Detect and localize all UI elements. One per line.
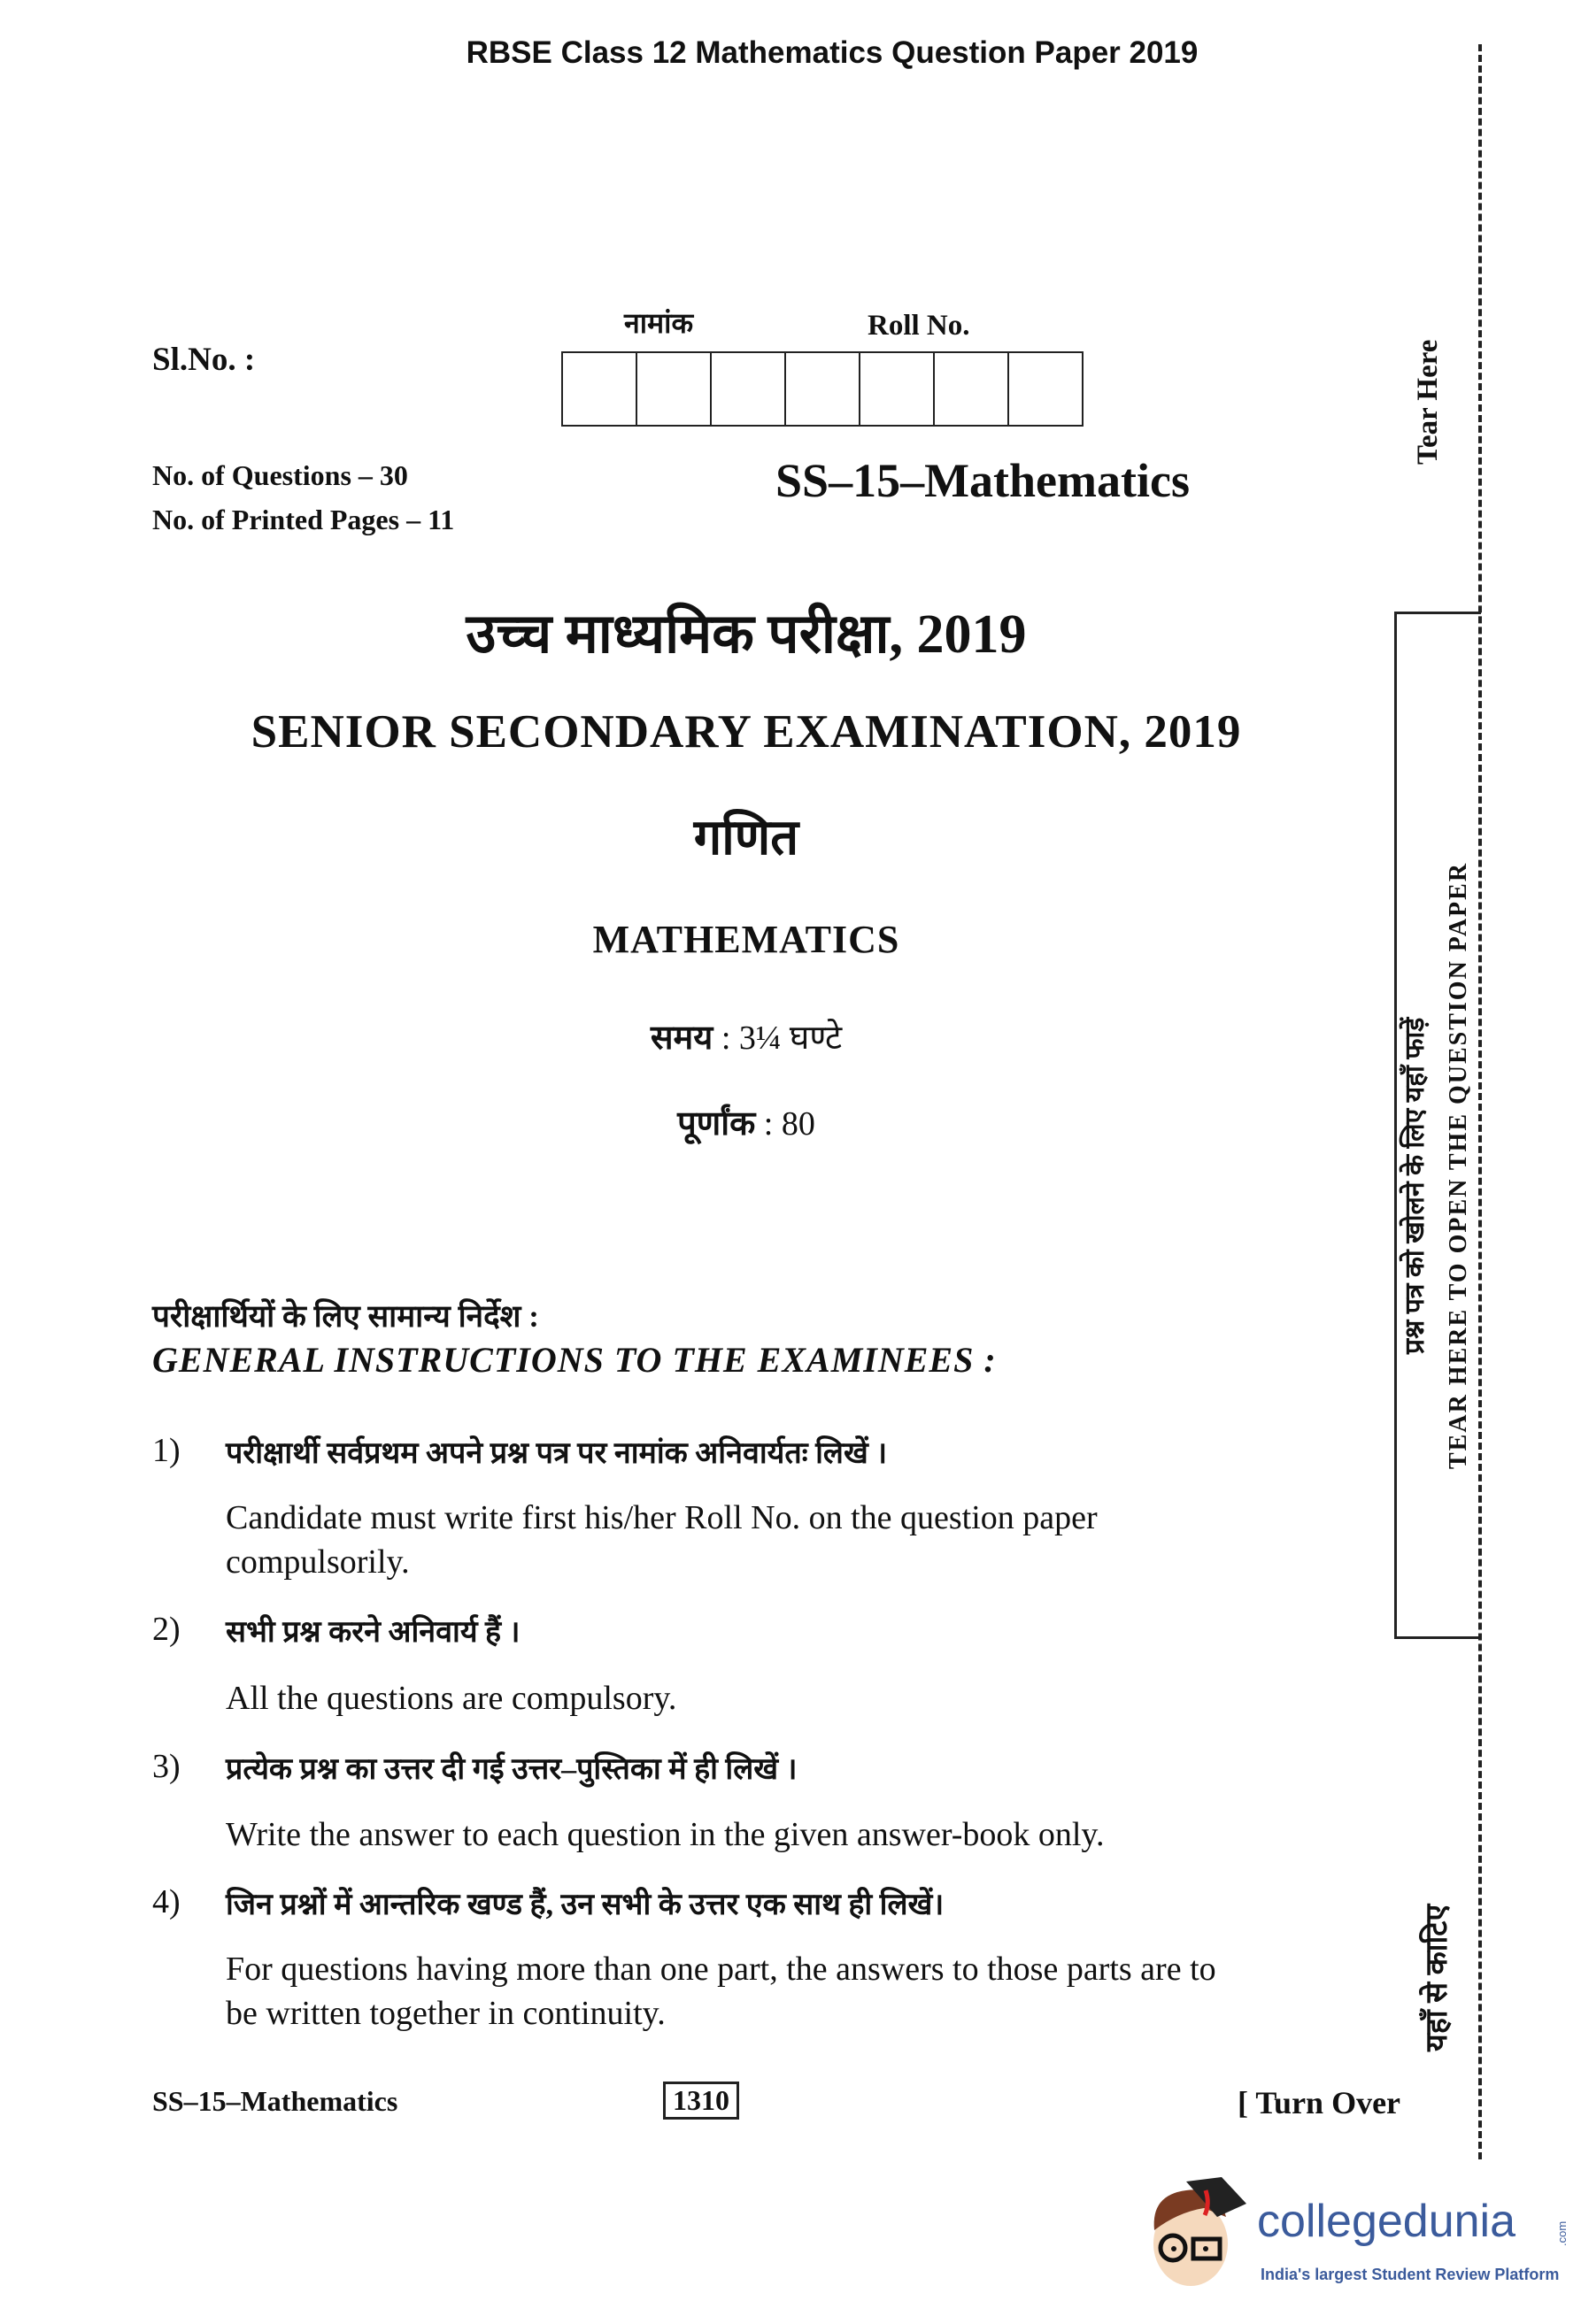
instruction-english: Write the answer to each question in the given answer-book only. [226, 1816, 1105, 1853]
roll-label-hindi: नामांक [624, 307, 694, 339]
turn-over-label: [ Turn Over [1238, 2085, 1401, 2120]
instruction-english: Candidate must write first his/her Roll No. on the question paper [226, 1499, 1098, 1536]
collegedunia-logo [1142, 2168, 1576, 2292]
mascot-icon [1142, 2168, 1257, 2292]
roll-digit-box [786, 353, 860, 425]
instruction-english: be written together in continuity. [226, 1995, 666, 2032]
tear-here-label: Tear Here [1412, 339, 1444, 465]
roll-digit-box [563, 353, 637, 425]
roll-number-boxes [561, 351, 1084, 427]
max-marks [677, 1099, 815, 1145]
instruction-english: compulsorily. [226, 1543, 410, 1581]
instruction-hindi: प्रत्येक प्रश्न का उत्तर दी गई उत्तर–पुस्तिका में ही लिखें । [226, 1753, 798, 1786]
paper-code: SS–15–Mathematics [775, 454, 1190, 507]
serial-number-label: Sl.No. : [152, 342, 256, 378]
cut-here-hindi: यहाँ से काटिए [1421, 1904, 1454, 2051]
tear-instruction-hindi: प्रश्न पत्र को खोलने के लिए यहाँ फाड़ें [1400, 1017, 1430, 1354]
instruction-number: 4) [152, 1883, 181, 1920]
exam-title-hindi: उच्च माध्यमिक परीक्षा, 2019 [466, 604, 1027, 665]
instructions-heading-hindi: परीक्षार्थियों के लिए सामान्य निर्देश : [152, 1299, 539, 1334]
instruction-number: 1) [152, 1432, 181, 1469]
marks-label: पूर्णांक [677, 1105, 756, 1143]
roll-digit-box [712, 353, 786, 425]
subject-hindi: गणित [693, 811, 799, 866]
time-label: समय [650, 1020, 713, 1057]
tear-instruction-english: TEAR HERE TO OPEN THE QUESTION PAPER [1445, 861, 1472, 1469]
logo-wordmark: collegedunia [1257, 2196, 1516, 2247]
printed-pages-count: No. of Printed Pages – 11 [152, 504, 455, 535]
page-header-title: RBSE Class 12 Mathematics Question Paper 2019 [466, 35, 1199, 70]
roll-digit-box [637, 353, 712, 425]
marks-value: : 80 [763, 1105, 815, 1143]
instruction-english: For questions having more than one part, the answers to those parts are to [226, 1951, 1216, 1988]
exam-duration [651, 1013, 842, 1059]
instruction-hindi: जिन प्रश्नों में आन्तरिक खण्ड हैं, उन सभी के उत्तर एक साथ ही लिखें। [226, 1889, 945, 1921]
footer-paper-code: SS–15–Mathematics [152, 2085, 398, 2117]
instruction-number: 3) [152, 1748, 181, 1785]
instruction-hindi: परीक्षार्थी सर्वप्रथम अपने प्रश्न पत्र पर नामांक अनिवार्यतः लिखें । [226, 1437, 888, 1470]
roll-label-english: Roll No. [868, 310, 970, 342]
logo-suffix: .com [1555, 2220, 1569, 2246]
roll-digit-box [1009, 353, 1082, 425]
exam-title-english: SENIOR SECONDARY EXAMINATION, 2019 [251, 706, 1242, 758]
roll-digit-box [935, 353, 1009, 425]
logo-tagline: India's largest Student Review Platform [1261, 2266, 1560, 2283]
time-value: : 3¼ घण्टे [721, 1020, 843, 1057]
roll-digit-box [860, 353, 935, 425]
footer-page-code: 1310 [663, 2082, 739, 2120]
instruction-hindi: सभी प्रश्न करने अनिवार्य हैं । [226, 1616, 521, 1649]
question-count: No. of Questions – 30 [152, 459, 408, 491]
instructions-heading-english: GENERAL INSTRUCTIONS TO THE EXAMINEES : [152, 1340, 997, 1380]
subject-english: MATHEMATICS [592, 918, 900, 961]
instruction-english: All the questions are compulsory. [226, 1680, 677, 1717]
instruction-number: 2) [152, 1611, 181, 1648]
